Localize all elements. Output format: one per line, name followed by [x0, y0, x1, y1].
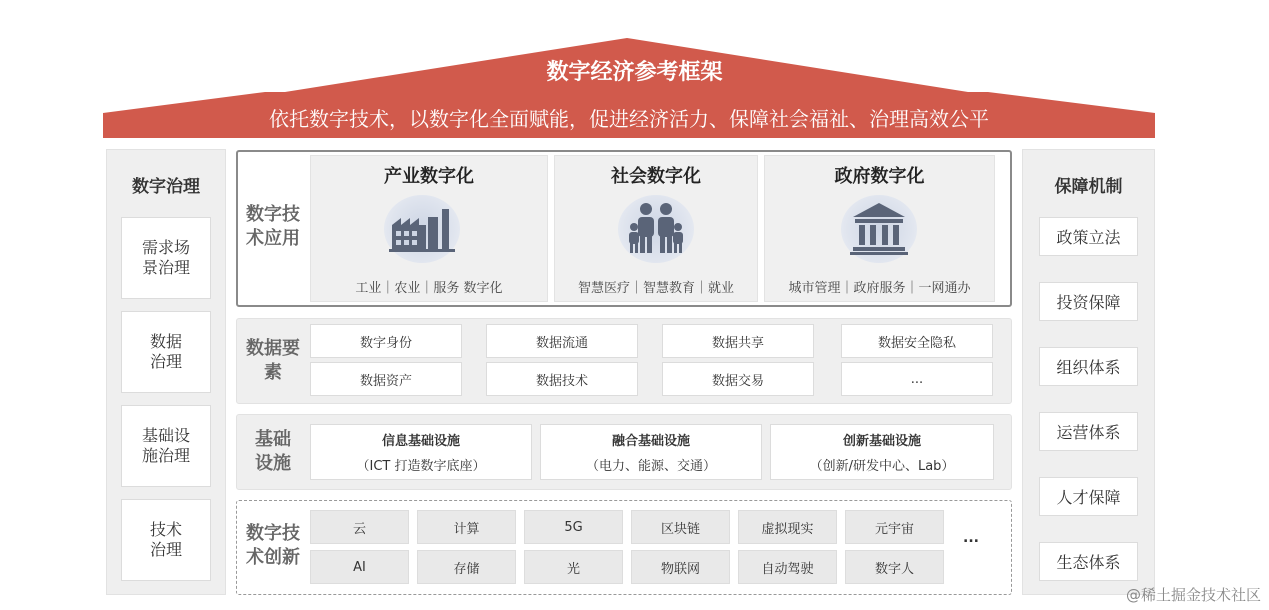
left-item-data — [121, 311, 211, 393]
watermark: @稀土掘金技术社区 — [1125, 586, 1261, 604]
app-col-subtitle: 工业｜农业｜服务 数字化 — [355, 281, 503, 296]
innovation-item: 虚拟现实 — [738, 510, 837, 544]
app-col-subtitle: 智慧医疗｜智慧教育｜就业 — [577, 281, 734, 296]
left-item-label: 需求场 景治理 — [141, 238, 190, 277]
innovation-item: 自动驾驶 — [738, 550, 837, 584]
left-item-technology — [121, 499, 211, 581]
innovation-item: 区块链 — [631, 510, 730, 544]
data-element-item: ... — [841, 362, 993, 396]
right-item-organization: 组织体系 — [1039, 347, 1138, 386]
infrastructure-item-title: 创新基础设施 — [842, 434, 921, 449]
infrastructure-item — [540, 424, 762, 480]
innovation-item: 云 — [310, 510, 409, 544]
page-subtitle: 依托数字技术，以数字化全面赋能，促进经济活力、保障社会福祉、治理高效公平 — [269, 107, 989, 131]
right-item-operation: 运营体系 — [1039, 412, 1138, 451]
right-item-talent: 人才保障 — [1039, 477, 1138, 516]
left-item-infrastructure — [121, 405, 211, 487]
left-item-label: 基础设 施治理 — [141, 426, 190, 465]
left-panel-title: 数字治理 — [132, 177, 200, 197]
data-element-item: 数据技术 — [486, 362, 638, 396]
family-icon — [618, 195, 694, 263]
innovation-item: 数字人 — [845, 550, 944, 584]
factory-icon — [384, 195, 460, 263]
right-panel-title: 保障机制 — [1054, 177, 1123, 197]
data-element-item: 数据资产 — [310, 362, 462, 396]
right-item-ecosystem: 生态体系 — [1039, 542, 1138, 581]
app-col-subtitle: 城市管理｜政府服务｜一网通办 — [788, 281, 971, 296]
data-element-item: 数据共享 — [662, 324, 814, 358]
innovation-row-label: 数字技 术创新 — [246, 523, 300, 568]
page-title: 数字经济参考框架 — [546, 60, 723, 85]
right-item-investment: 投资保障 — [1039, 282, 1138, 321]
data-element-item: 数据交易 — [662, 362, 814, 396]
app-col-title: 产业数字化 — [384, 166, 474, 187]
innovation-item: 存储 — [417, 550, 516, 584]
app-col-title: 政府数字化 — [834, 166, 925, 187]
left-item-label: 技术 治理 — [149, 520, 182, 559]
innovation-item: 物联网 — [631, 550, 730, 584]
left-item-label: 数据 治理 — [149, 332, 182, 371]
government-building-icon — [841, 195, 917, 263]
data-element-item: 数据安全隐私 — [841, 324, 993, 358]
data-element-item: 数据流通 — [486, 324, 638, 358]
innovation-item: 计算 — [417, 510, 516, 544]
left-item-scenario — [121, 217, 211, 299]
infrastructure-row-label: 基础 设施 — [255, 429, 291, 474]
infrastructure-item-sub: （创新/研发中心、Lab） — [809, 459, 955, 474]
infrastructure-item-title: 信息基础设施 — [381, 434, 460, 449]
infrastructure-item-sub: （ICT 打造数字底座） — [356, 459, 486, 474]
right-item-policy: 政策立法 — [1039, 217, 1138, 256]
data-element-item: 数字身份 — [310, 324, 462, 358]
app-col-title: 社会数字化 — [611, 166, 701, 187]
infrastructure-item — [310, 424, 532, 480]
innovation-item: 5G — [524, 510, 623, 544]
innovation-item: 光 — [524, 550, 623, 584]
innovation-more: ... — [963, 530, 979, 546]
infrastructure-item-sub: （电力、能源、交通） — [585, 459, 716, 474]
data-elements-row-label: 数据要 素 — [246, 338, 300, 383]
innovation-item: AI — [310, 550, 409, 584]
application-row-label: 数字技 术应用 — [246, 204, 300, 249]
infrastructure-item — [770, 424, 994, 480]
innovation-item: 元宇宙 — [845, 510, 944, 544]
infrastructure-item-title: 融合基础设施 — [611, 434, 690, 449]
